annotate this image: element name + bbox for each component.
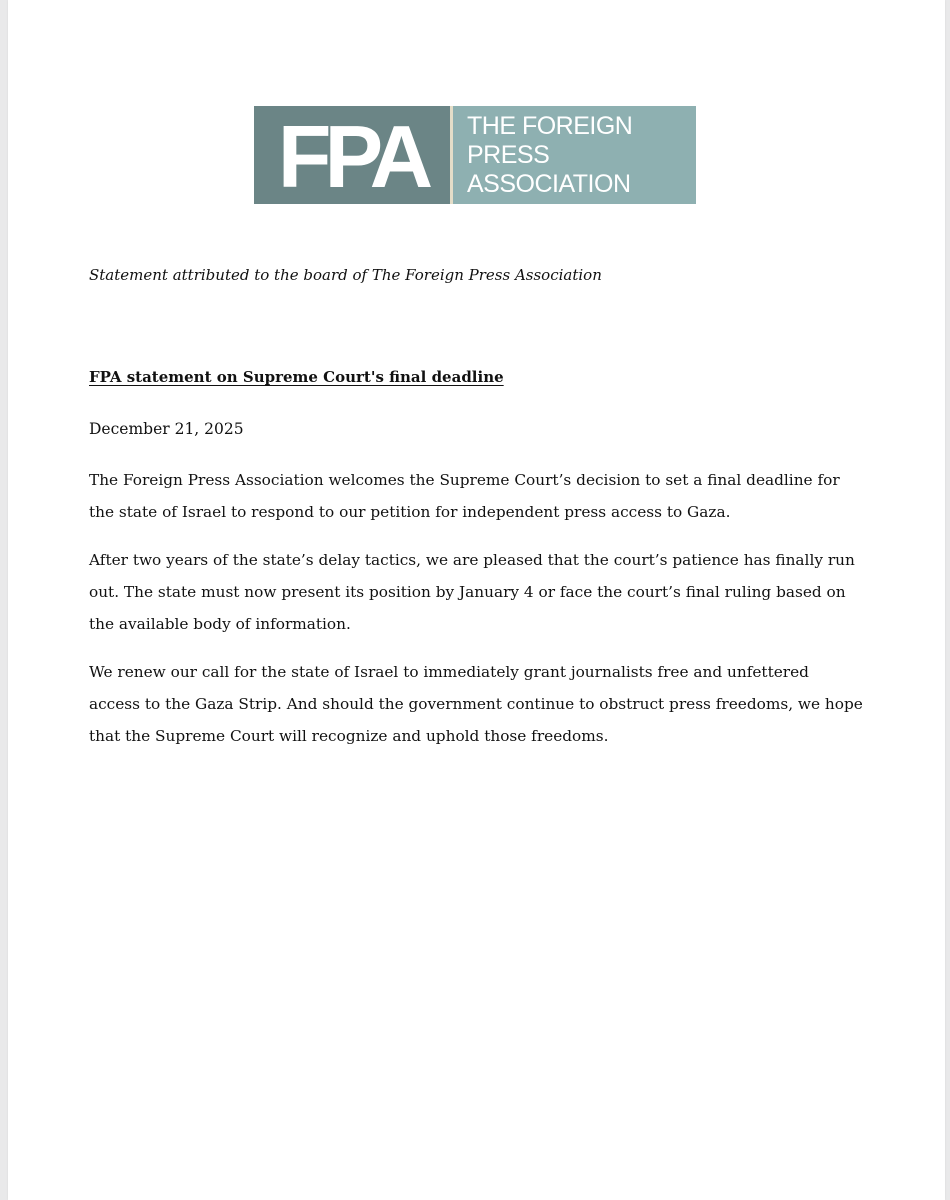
logo-name-block — [453, 106, 696, 204]
document-page — [8, 0, 945, 1200]
body-paragraph: We renew our call for the state of Israel to immediately grant journalists free and unfettered access to the Gaza Strip. And should the government continue to obstruct press freedoms, we hope that the Supreme Court will recognize and uphold those freedoms. — [89, 663, 863, 745]
body-paragraph: The Foreign Press Association welcomes the Supreme Court’s decision to set a final deadline for the state of Israel to respond to our petition for independent press access to Gaza. — [89, 471, 840, 521]
body-paragraph: After two years of the state’s delay tactics, we are pleased that the court’s patience has finally run out. The state must now present its position by January 4 or face the court’s final ruling based on the available body of information. — [89, 551, 855, 633]
logo-mark-text: FPA — [277, 107, 427, 206]
statement-date: December 21, 2025 — [89, 420, 244, 438]
statement-body — [89, 464, 864, 768]
logo-mark — [254, 106, 450, 204]
logo-name-line-1: THE FOREIGN PRESS — [467, 111, 633, 169]
statement-headline: FPA statement on Supreme Court's final deadline — [89, 368, 504, 386]
fpa-logo — [254, 106, 696, 204]
statement-attribution: Statement attributed to the board of The Foreign Press Association — [89, 266, 602, 284]
logo-name-line-2: ASSOCIATION — [467, 169, 631, 198]
